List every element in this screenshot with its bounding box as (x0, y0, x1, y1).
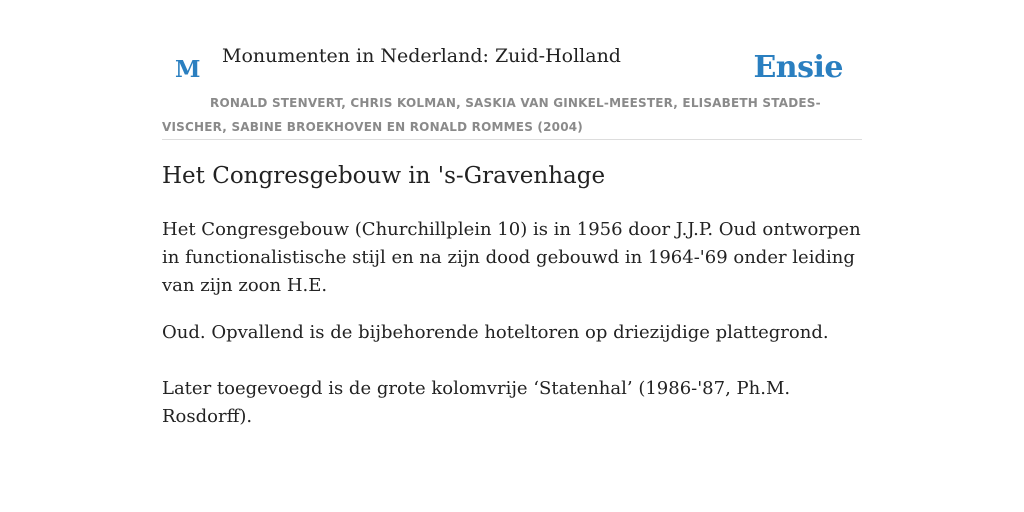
ensie-logo[interactable]: Ensie (753, 50, 843, 85)
book-title[interactable]: Monumenten in Nederland: Zuid-Holland (222, 45, 621, 67)
article-title: Het Congresgebouw in 's-Gravenhage (162, 163, 606, 189)
article-paragraph: Het Congresgebouw (Churchillplein 10) is in 1956 door J.J.P. Oud ontworpen in functionalistische stijl en na zijn dood gebouwd in 1964-'69 onder leiding van zijn zoon H.E. (162, 219, 861, 296)
article-paragraph: Oud. Opvallend is de bijbehorende hoteltoren op driezijdige plattegrond. (162, 322, 829, 343)
article-paragraph: Later toegevoegd is de grote kolomvrije ‘Statenhal’ (1986-'87, Ph.M. Rosdorff). (162, 378, 791, 427)
authors-byline: RONALD STENVERT, CHRIS KOLMAN, SASKIA VAN GINKEL-MEESTER, ELISABETH STADES-VISCHER, SABINE BROEKHOVEN EN RONALD ROMMES (2004) (162, 96, 821, 134)
book-logo-icon[interactable]: M (175, 56, 201, 83)
header-divider (162, 139, 862, 140)
